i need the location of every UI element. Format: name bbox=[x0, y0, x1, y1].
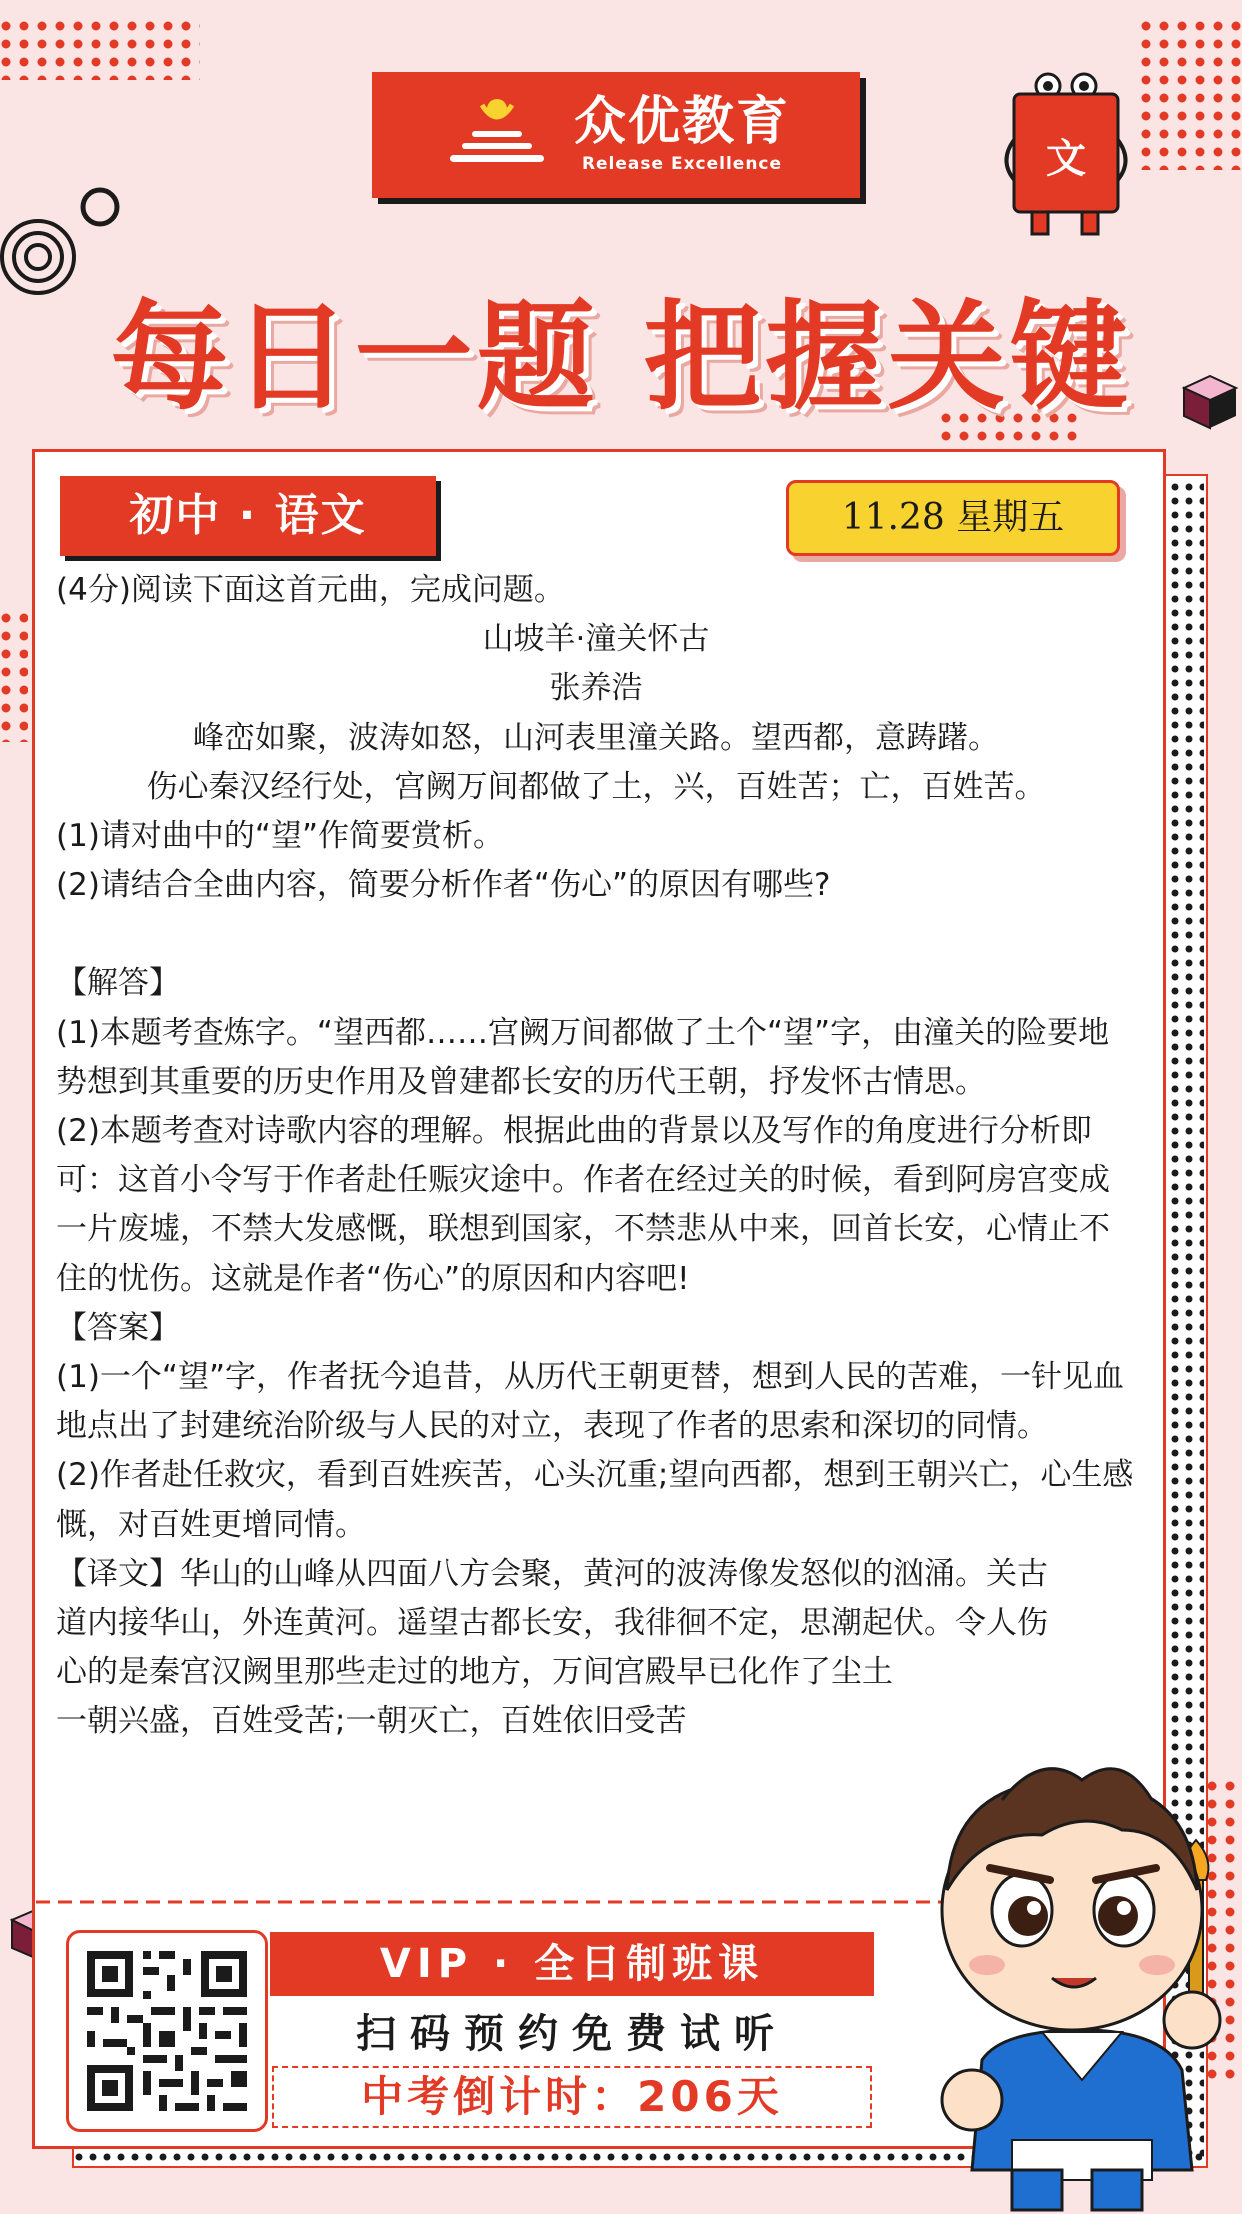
answer-paragraph: (2)作者赴任救灾，看到百姓疾苦，心头沉重;望向西都，想到王朝兴亡，心生感慨，对百姓更增同情。 bbox=[56, 1457, 1134, 1543]
question-intro: (4分)阅读下面这首元曲，完成问题。 bbox=[56, 572, 565, 608]
book-mascot-icon bbox=[996, 72, 1136, 242]
exam-countdown: 中考倒计时：206天 bbox=[272, 2066, 872, 2128]
answer-heading: 【答案】 bbox=[56, 1309, 180, 1346]
dot-pattern-top-right bbox=[1140, 20, 1242, 170]
promo-subtitle: 扫码预约免费试听 bbox=[356, 2011, 788, 2057]
subject-tag: 初中 · 语文 bbox=[60, 476, 436, 556]
qr-code[interactable] bbox=[66, 1930, 268, 2132]
analysis-paragraph: (1)本题考查炼字。“望西都……宫阙万间都做了土个“望”字，由潼关的险要地势想到其重要的历史作用及曾建都长安的历代王朝，抒发怀古情思。 bbox=[56, 1014, 1110, 1100]
poem-author: 张养浩 bbox=[549, 670, 643, 707]
brand-tagline: Release Excellence bbox=[581, 154, 783, 174]
translation-ending: 一朝兴盛，百姓受苦;一朝灭亡，百姓依旧受苦 bbox=[56, 1703, 687, 1740]
dot-pattern-left bbox=[0, 612, 28, 742]
headline: 每日一题 把握关键 bbox=[110, 288, 1132, 426]
dot-pattern-top-left bbox=[0, 20, 200, 80]
question-item: (1)请对曲中的“望”作简要赏析。 bbox=[56, 818, 505, 855]
poem-title: 山坡羊·潼关怀古 bbox=[482, 621, 710, 658]
date-tag: 11.28 星期五 bbox=[786, 480, 1120, 556]
poem-line: 峰峦如聚，波涛如怒，山河表里潼关路。望西都，意踌躇。 bbox=[193, 719, 999, 756]
question-item: (2)请结合全曲内容，简要分析作者“伤心”的原因有哪些? bbox=[56, 867, 831, 904]
logo-icon bbox=[442, 95, 552, 175]
brand-text bbox=[573, 92, 790, 174]
brand-name: 众优教育 bbox=[573, 92, 790, 152]
qr-code-icon bbox=[69, 1933, 265, 2129]
translation-paragraph: 【译文】华山的山峰从四面八方会聚，黄河的波涛像发怒似的汹涌。关古道内接华山，外连黄河。遥望古都长安，我徘徊不定，思潮起伏。令人伤心的是秦宫汉阙里那些走过的地方，万间宫殿早已化作了尘土 bbox=[56, 1555, 1048, 1691]
analysis-heading: 【解答】 bbox=[56, 965, 180, 1002]
mascot-character bbox=[892, 1740, 1242, 2214]
answer-paragraph: (1)一个“望”字，作者抚今追昔，从历代王朝更替，想到人民的苦难，一针见血地点出了封建统治阶级与人民的对立，表现了作者的思索和深切的同情。 bbox=[56, 1359, 1125, 1445]
analysis-paragraph: (2)本题考查对诗歌内容的理解。根据此曲的背景以及写作的角度进行分析即可：这首小令写于作者赴任赈灾途中。作者在经过关的时候，看到阿房宫变成一片废墟，不禁大发感慨，联想到国家，不禁悲从中来，回首长安，心情止不住的忧伤。这就是作者“伤心”的原因和内容吧! bbox=[56, 1113, 1110, 1297]
question-content bbox=[56, 566, 1136, 1747]
poem-line: 伤心秦汉经行处，宫阙万间都做了土，兴，百姓苦；亡，百姓苦。 bbox=[146, 768, 1046, 805]
mascot-badge-text: 文 bbox=[1046, 136, 1086, 182]
brand-banner bbox=[372, 72, 860, 198]
promo-title: VIP · 全日制班课 bbox=[270, 1932, 874, 1996]
